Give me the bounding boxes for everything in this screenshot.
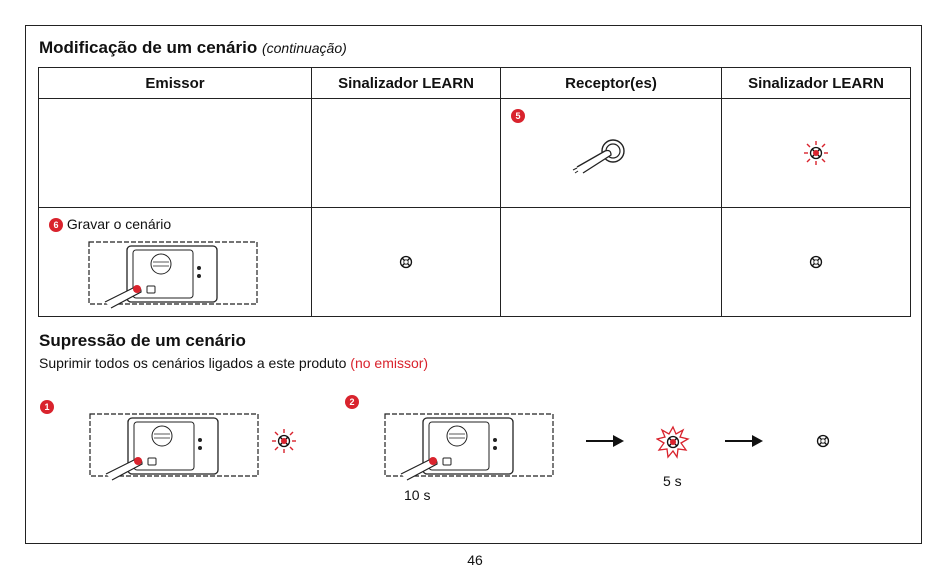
module-device-icon	[88, 410, 260, 482]
section-title-modification: Modificação de um cenário (continuação)	[39, 38, 347, 57]
step-badge: 1	[40, 400, 54, 414]
deletion-text-red: (no emissor)	[350, 355, 429, 371]
led-off-icon	[809, 255, 823, 269]
cell-learn-blinking	[722, 99, 911, 208]
module-device-icon	[383, 410, 555, 482]
cell-emissor-record	[39, 208, 312, 317]
step-badge: 2	[345, 395, 359, 409]
scenario-table	[38, 67, 911, 317]
record-label-text: Gravar o cenário	[66, 216, 172, 232]
table-row	[39, 208, 911, 317]
header-learn-2: Sinalizador LEARN	[722, 68, 911, 99]
led-blinking-icon	[656, 425, 690, 459]
record-step-label	[49, 216, 171, 232]
section-title-deletion: Supressão de um cenário	[39, 331, 246, 350]
table-header-row	[39, 68, 911, 99]
header-learn-1: Sinalizador LEARN	[312, 68, 501, 99]
blink-duration-label: 5 s	[663, 473, 682, 489]
cell-receptor-press	[501, 99, 722, 208]
arrow-right-icon	[585, 434, 625, 448]
header-emissor: Emissor	[39, 68, 312, 99]
arrow-right-icon	[724, 434, 764, 448]
page-number: 46	[467, 552, 483, 568]
cell-receptor-empty	[501, 208, 722, 317]
deletion-text: Suprimir todos os cenários ligados a este produto	[39, 355, 347, 371]
led-off-icon	[399, 255, 413, 269]
led-blinking-icon	[271, 428, 297, 454]
deletion-instruction	[39, 355, 428, 371]
header-receptor: Receptor(es)	[501, 68, 722, 99]
step-badge: 6	[49, 218, 63, 232]
hold-duration-label: 10 s	[404, 487, 431, 503]
cell-learn-off-2	[722, 208, 911, 317]
led-off-icon	[816, 434, 830, 448]
module-device-icon	[87, 238, 259, 310]
step-badge: 5	[511, 109, 525, 123]
cell-learn-off	[312, 208, 501, 317]
led-blinking-icon	[803, 140, 829, 166]
cell-emissor-empty	[39, 99, 312, 208]
section-subtitle: (continuação)	[261, 40, 347, 56]
cell-learn-empty	[312, 99, 501, 208]
table-row	[39, 99, 911, 208]
finger-press-icon	[569, 137, 631, 177]
